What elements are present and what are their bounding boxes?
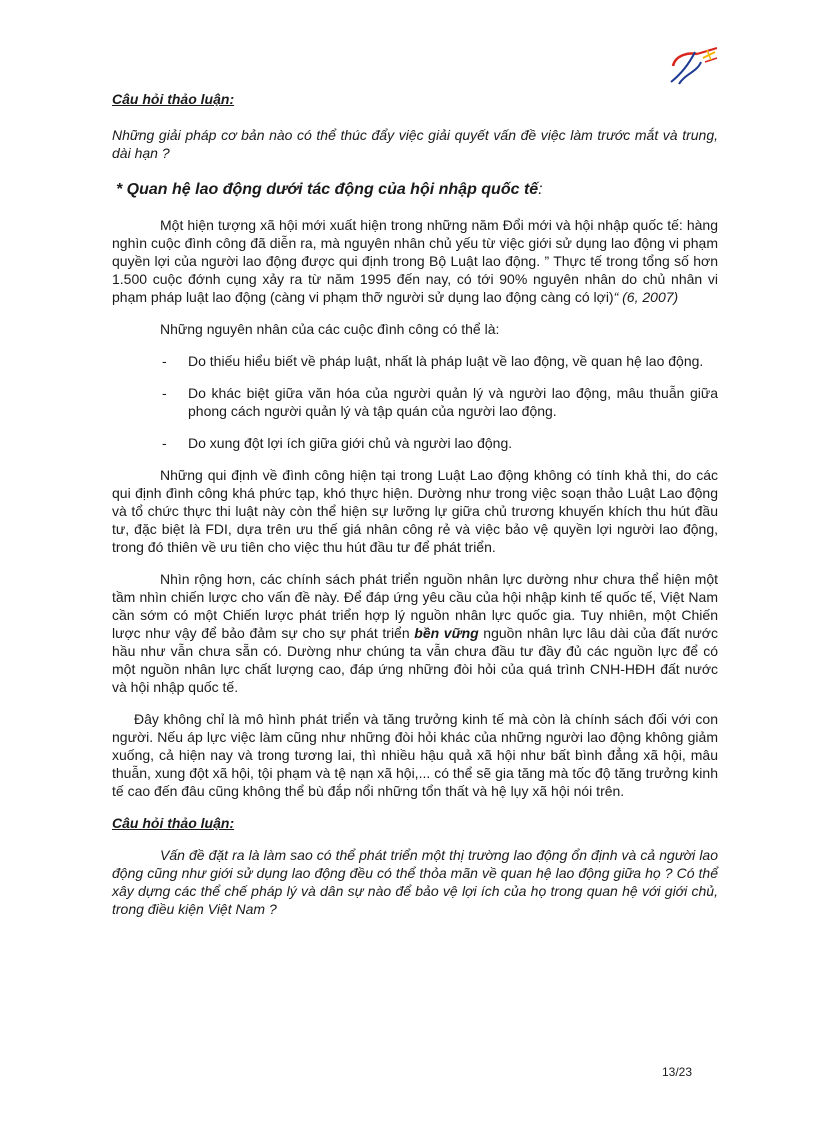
discussion-question-1: Những giải pháp cơ bản nào có thể thúc đẩy việc giải quyết vấn đề việc làm trước mắt và trung, dài hạn ? [112,127,718,161]
list-item: - Do xung đột lợi ích giữa giới chủ và người lao động. [162,435,513,451]
section-title: * Quan hệ lao động dưới tác động của hội nhập quốc tế: [116,181,543,198]
logo-icon [667,44,719,86]
paragraph-strikes: Một hiện tượng xã hội mới xuất hiện trong những năm Đổi mới và hội nhập quốc tế: hàng nghìn cuộc đình công đã diễn ra, mà nguyên nhân chủ yếu từ việc giới sử dụng lao động vi phạm quyền lợi của người lao động được qui định trong Bộ Luật lao động. ” Thực tế trong tổng số hơn 1.500 cuộc đớnh cụng xảy ra từ năm 1995 đến nay, có tới 90% nguyên nhân do chủ nhân vi phạm pháp luật lao động (càng vi phạm thỡ người sử dụng lao động càng có lợi)“ (6, 2007) [112,217,718,305]
discussion-heading-1: Câu hỏi thảo luận: [112,91,235,107]
paragraph-social-consequences: Đây không chỉ là mô hình phát triển và tăng trưởng kinh tế mà còn là chính sách đối với con người. Nếu áp lực việc làm cũng như những đòi hỏi khác của những người lao động không giảm xuống, cả hiện nay và trong tương lai, thì nhiều hậu quả xã hội như bất bình đẳng xã hội, mâu thuẫn, xung đột xã hội, tội phạm và tệ nạn xã hội,... có thể sẽ gia tăng mà tốc độ tăng trưởng kinh tế cao đến đâu cũng không thể bù đắp nổi những tổn thất và hệ lụy xã hội nói trên. [112,711,718,799]
discussion-heading-2: Câu hỏi thảo luận: [112,815,235,831]
paragraph-causes-intro: Những nguyên nhân của các cuộc đình công có thể là: [160,321,500,337]
paragraph-hr-strategy: Nhìn rộng hơn, các chính sách phát triển nguồn nhân lực dường như chưa thể hiện một tầm nhìn chiến lược cho vấn đề này. Để đáp ứng yêu cầu của hội nhập kinh tế quốc tế, Việt Nam cần sớm có một Chiến lược phát triển hợp lý nguồn nhân lực quốc gia. Tuy nhiên, một Chiến lược như vậy để bảo đảm sự cho sự phát triển bền vững nguồn nhân lực lâu dài của đất nước hầu như vẫn chưa sẵn có. Dường như chúng ta vẫn chưa đầu tư đầy đủ các nguồn lực để có một nguồn nhân lực chất lượng cao, đáp ứng những đòi hỏi của quá trình CNH-HĐH đất nước và hội nhập quốc tế. [112,571,718,695]
page-number: 13/23 [662,1065,693,1079]
list-item: - Do khác biệt giữa văn hóa của người quản lý và người lao động, mâu thuẫn giữa phong cách người quản lý và tập quán của người lao động. [162,385,718,419]
list-item: - Do thiếu hiểu biết về pháp luật, nhất là pháp luật về lao động, về quan hệ lao động. [162,353,704,369]
paragraph-strike-regulations: Những qui định về đình công hiện tại trong Luật Lao động không có tính khả thi, do các qui định đình công khá phức tạp, khó thực hiện. Dường như trong việc soạn thảo Luật Lao động và tổ chức thực thi luật này còn thể hiện sự lưỡng lự giữa chủ trương khuyến khích thu hút đầu tư, đặc biệt là FDI, dựa trên ưu thế giá nhân công rẻ và việc bảo vệ quyền lợi người lao động, trong đó thiên về ưu tiên cho việc thu hút đầu tư để phát triển. [112,467,718,555]
discussion-question-2: Vấn đề đặt ra là làm sao có thể phát triển một thị trường lao động ổn định và cả người lao động cũng như giới sử dụng lao động đều có thể thỏa mãn về quan hệ lao động giữa họ ? Có thể xây dựng các thể chế pháp lý và dân sự nào để bảo vệ lợi ích của họ trong quan hệ với giới chủ, trong điều kiện Việt Nam ? [112,847,718,917]
